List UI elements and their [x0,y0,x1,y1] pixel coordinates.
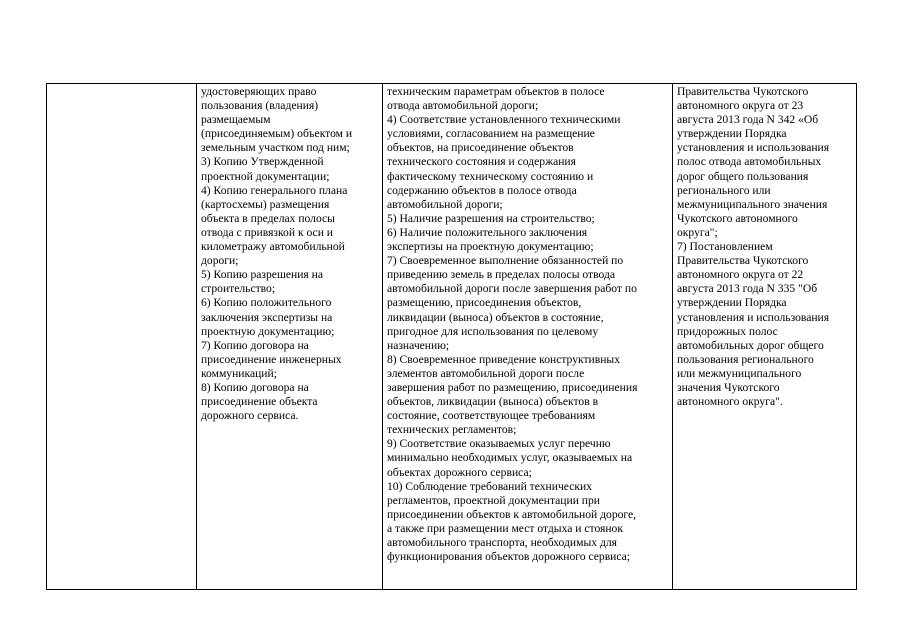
text-line: 8) Копию договора на [201,380,309,394]
text-line: автономного округа от 22 [677,268,804,282]
text-line: 6) Наличие положительного заключения [387,225,588,239]
text-line: присоединение объекта [201,395,318,409]
text-line: 4) Соответствие установленного техническими [387,113,621,127]
text-line: пользования регионального [677,352,814,366]
text-line: размещаемым [201,113,271,127]
text-line: пользования (владения) [201,99,319,113]
text-line: августа 2013 года N 335 "Об [677,282,818,296]
text-line: регионального или [677,183,771,197]
text-line: 10) Соблюдение требований технических [387,479,592,493]
text-line: километражу автомобильной [201,240,345,254]
text-line: 8) Своевременное приведение конструктивных [387,352,621,366]
text-line: присоединение инженерных [201,352,342,366]
text-line: дороги; [201,254,239,268]
text-line: фактическому техническому состоянию и [387,169,594,183]
text-line: придорожных полос [677,324,778,338]
text-line: отвода с привязкой к оси и [201,225,334,239]
text-line: автомобильного транспорта, необходимых для [387,536,617,549]
text-line: округа"; [677,225,718,239]
text-line: содержанию объектов в полосе отвода [387,183,577,197]
text-line: заключения экспертизы на [201,310,333,324]
text-line: Правительства Чукотского [677,254,809,268]
text-line: отвода автомобильной дороги; [387,99,539,113]
text-line: коммуникаций; [201,366,277,380]
text-line: 4) Копию генерального плана [201,183,348,197]
text-line: присоединении объектов к автомобильной дороге, [387,507,637,521]
text-line: полос отвода автомобильных [677,155,822,169]
text-line: технического состояния и содержания [387,155,576,169]
text-line: межмуниципального значения [677,197,828,211]
text-line: объектов, на присоединение объектов [387,141,574,155]
text-line: 5) Наличие разрешения на строительство; [387,211,595,225]
text-line: проектную документацию; [201,324,335,338]
text-line: удостоверяющих право [201,85,317,98]
text-line: а также при размещении мест отдыха и стоянок [387,521,623,535]
text-line: размещению, присоединения объектов, [387,296,582,310]
text-line: 9) Соответствие оказываемых услуг перечню [387,437,611,451]
text-line: завершения работ по размещению, присоединения [387,380,638,394]
text-line: Правительства Чукотского [677,85,809,98]
text-line: дорог общего пользования [677,169,809,183]
text-line: 7) Постановлением [677,240,773,254]
text-line: Чукотского автономного [677,211,798,225]
text-line: элементов автомобильной дороги после [387,366,585,380]
text-line: автомобильной дороги после завершения работ по [387,282,637,296]
text-line: автономного округа от 23 [677,99,804,113]
text-line: ликвидации (выноса) объектов в состояние, [387,310,604,324]
table-cell-legal-basis [673,84,857,590]
text-line: экспертизы на проектную документацию; [387,240,594,254]
text-line: состояние, соответствующее требованиям [387,409,596,423]
text-line: пригодное для использования по целевому [387,324,599,338]
text-line: автомобильной дороги; [387,197,503,211]
text-line: строительство; [201,282,276,296]
text-line: условиями, согласованием на размещение [387,127,595,141]
text-line: или межмуниципального [677,366,802,380]
text-line: проектной документации; [201,169,330,183]
text-line: 6) Копию положительного [201,296,332,310]
text-line: утверждении Порядка [677,296,787,310]
table-cell-documents [197,84,383,590]
table-row [47,84,857,590]
text-line: земельным участком под ним; [201,141,350,155]
text-line: регламентов, проектной документации при [387,493,601,507]
text-line: 5) Копию разрешения на [201,268,324,282]
text-line: объектов, ликвидации (выноса) объектов в [387,395,599,409]
text-line: (присоединяемым) объектом и [201,127,353,141]
text-line: автономного округа". [677,395,783,409]
text-line: утверждении Порядка [677,127,787,141]
text-line: 7) Своевременное выполнение обязанностей по [387,254,624,268]
text-line: назначению; [387,338,450,352]
text-line: августа 2013 года N 342 «Об [677,113,819,127]
text-line: дорожного сервиса. [201,409,299,423]
text-line: установления и использования [677,141,830,155]
text-line: техническим параметрам объектов в полосе [387,85,605,98]
text-line: (картосхемы) размещения [201,197,330,211]
text-line: значения Чукотского [677,380,780,394]
table-cell-requirements [383,84,673,590]
table-cell-number [47,84,197,590]
text-line: функционирования объектов дорожного сервиса; [387,550,631,564]
text-line: 7) Копию договора на [201,338,309,352]
text-line: 3) Копию Утвержденной [201,155,324,169]
text-line: объекта в пределах полосы [201,211,335,225]
text-line: приведению земель в пределах полосы отвода [387,268,616,282]
text-line: автомобильных дорог общего [677,338,824,352]
document-table [46,83,857,590]
text-line: установления и использования [677,310,830,324]
text-line: технических регламентов; [387,423,517,437]
text-line: объектах дорожного сервиса; [387,465,532,479]
text-line: минимально необходимых услуг, оказываемых на [387,451,633,465]
